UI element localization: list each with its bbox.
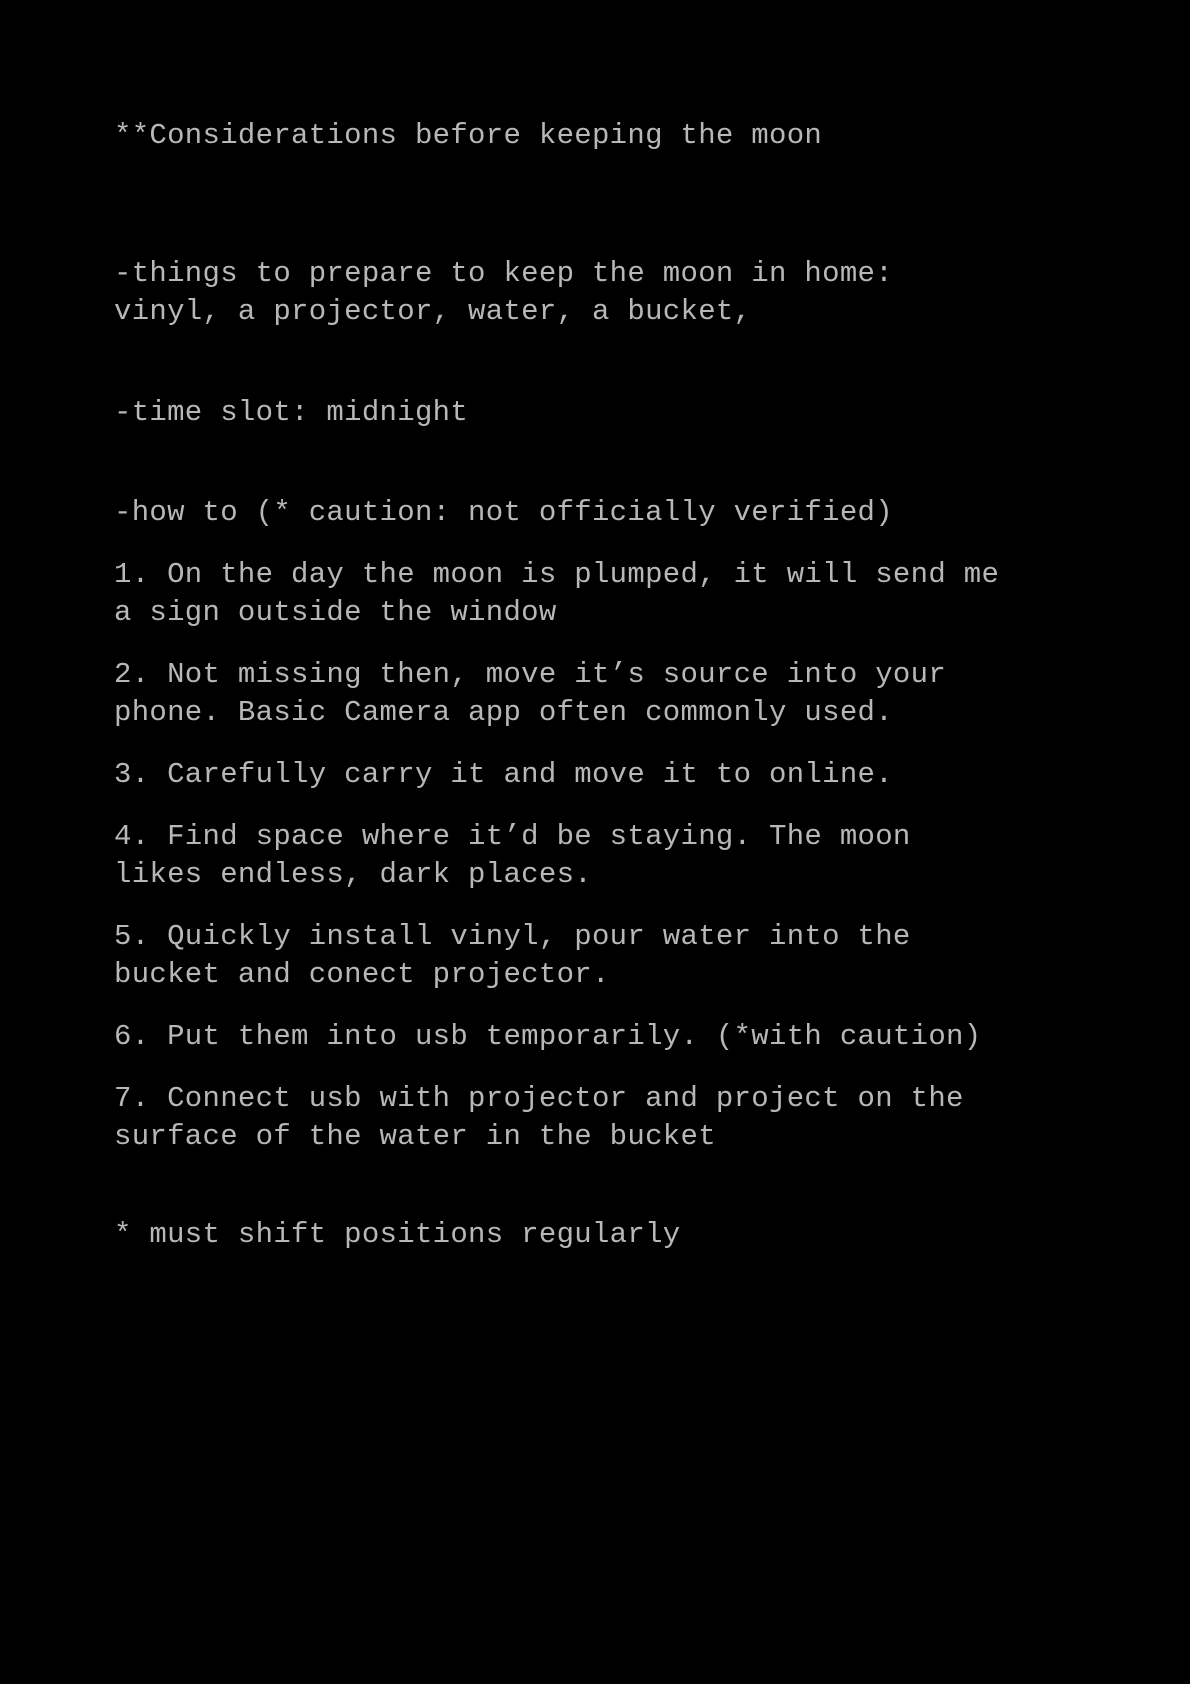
step-6-line-1: 6. Put them into usb temporarily. (*with caution) — [114, 1020, 982, 1053]
prepare-line-2: vinyl, a projector, water, a bucket, — [114, 295, 752, 328]
step-1-line-1: 1. On the day the moon is plumped, it will send me — [114, 558, 1000, 591]
step-1-line-2: a sign outside the window — [114, 596, 557, 629]
time-slot: -time slot: midnight — [114, 396, 469, 429]
step-7-line-1: 7. Connect usb with projector and project on the — [114, 1082, 964, 1115]
how-to-heading: -how to (* caution: not officially verified) — [114, 496, 893, 529]
step-2-line-2: phone. Basic Camera app often commonly used. — [114, 696, 893, 729]
step-3-line-1: 3. Carefully carry it and move it to online. — [114, 758, 893, 791]
step-5-line-1: 5. Quickly install vinyl, pour water into the — [114, 920, 911, 953]
step-7-line-2: surface of the water in the bucket — [114, 1120, 716, 1153]
step-4-line-1: 4. Find space where it’d be staying. The moon — [114, 820, 911, 853]
step-4-line-2: likes endless, dark places. — [114, 858, 592, 891]
step-5-line-2: bucket and conect projector. — [114, 958, 610, 991]
document-title: **Considerations before keeping the moon — [114, 119, 823, 152]
footnote: * must shift positions regularly — [114, 1218, 681, 1251]
step-2-line-1: 2. Not missing then, move it’s source into your — [114, 658, 947, 691]
prepare-line-1: -things to prepare to keep the moon in home: — [114, 257, 893, 290]
